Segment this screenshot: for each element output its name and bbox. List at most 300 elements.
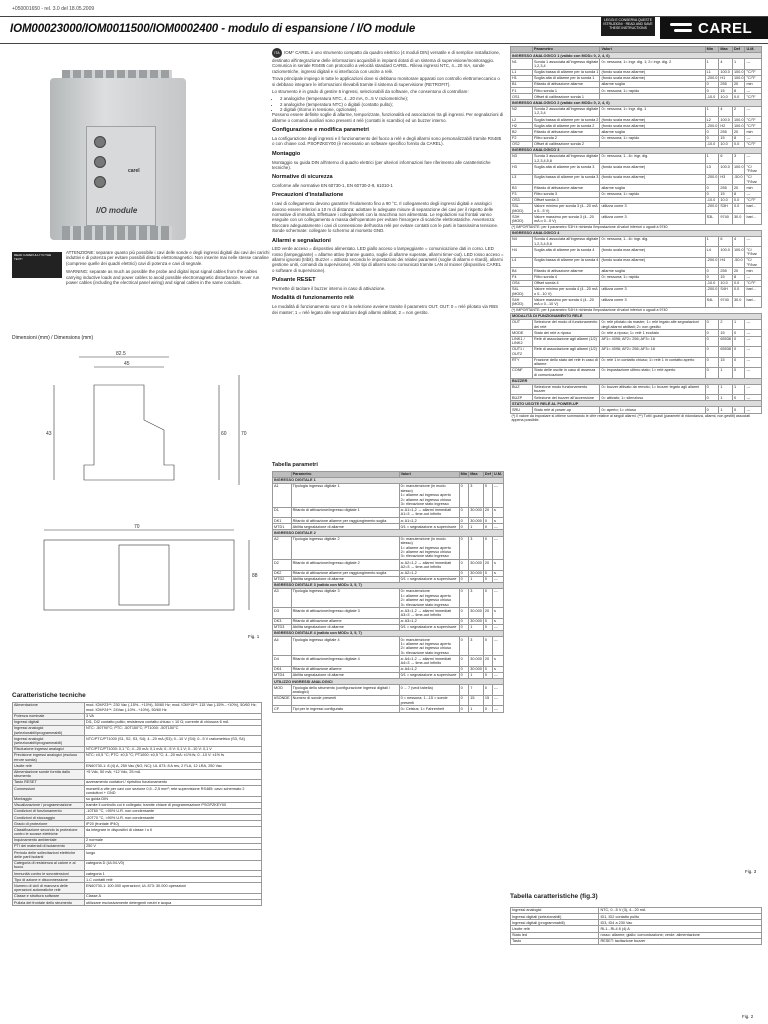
param-desc: Filtro sonda 2 xyxy=(533,135,600,141)
param-values: 0= buzzer attivato da remoto; 1= buzzer legato agli allarmi xyxy=(600,384,705,395)
param-desc: Ritardo di attivazione/ingresso digitale 3 xyxy=(291,608,399,619)
table-row xyxy=(273,637,504,656)
param-um: s xyxy=(492,507,503,518)
tech-value: NTC/PTC/PT1000 (S1, S2, S3, S4); 4...20 mA (S3); 0...10 V (S4); 0...5 V raziometrico (S3, S4) xyxy=(85,736,262,747)
tech-label: Precisione ingressi analogici (escluso errore sonda) xyxy=(13,752,85,763)
param-min: 0 xyxy=(459,624,469,630)
param-def: 20 xyxy=(732,129,745,135)
param-min: 0 xyxy=(705,330,719,336)
section-heading: Modalità di funzionamento relè xyxy=(272,295,355,302)
param-um: --- xyxy=(745,135,762,141)
param-code: S4H (MOD) xyxy=(511,297,533,308)
param-def: 0 xyxy=(483,524,492,530)
param-def: 20 xyxy=(732,185,745,191)
tech-row xyxy=(13,900,262,906)
param-def: 0 xyxy=(483,589,492,608)
param-def: 2 xyxy=(732,106,745,117)
tech-label: Classe e struttura software xyxy=(13,893,85,899)
param-um: --- xyxy=(745,384,762,395)
param-min: 0 xyxy=(459,695,469,706)
param-values: 0/1 = segnalazione a supervisore xyxy=(399,673,459,679)
warning-badge xyxy=(12,252,62,278)
section-text: Permette di tacitare il buzzer interno in caso di attivazione. xyxy=(272,286,386,291)
table-row xyxy=(511,274,762,280)
param-um: --- xyxy=(492,624,503,630)
param-um: s xyxy=(492,666,503,672)
param-def: 20 xyxy=(732,268,745,274)
param-min: 0 xyxy=(705,82,719,88)
table-row xyxy=(511,153,762,164)
description-column xyxy=(272,48,504,317)
tech-label: Connessioni xyxy=(13,786,85,797)
warning-en: WARNING: separate as much as possible the probe and digital input signal cables from the cables carrying inductive loads and power cables to avoid possible electromagnetic disturbance. Never run power cables (including the electrical panel wiring) and signal cables in the same conduits. xyxy=(66,269,260,285)
tech-label: PTI dei materiali di isolamento xyxy=(13,844,85,850)
param-desc: Ritardo di attivazione/ingresso digitale 4 xyxy=(291,656,399,667)
param-max: 15 xyxy=(719,330,733,336)
param-desc: Offset sonda 3 xyxy=(533,197,600,203)
table-note: (*) Il valore da impostare si ottiene sommando le cifre relative ai singoli allarmi. (**) Tutti i guasti (parametri di ridondanza, allarmi, non gestiti) associati appena possibile. xyxy=(511,414,750,423)
param-def: 1 xyxy=(732,59,745,70)
param-um: --- xyxy=(745,236,762,247)
param-desc: Valore massimo per sonda 4 (4...20 mA o 0...10 V) xyxy=(533,297,600,308)
tech-label: Categoria di resistenza al calore e al fuoco xyxy=(13,860,85,871)
param-max: 30.000 xyxy=(469,608,484,619)
table-header-cell: Def xyxy=(732,47,745,53)
param-min: 0 xyxy=(705,407,719,413)
table-section-heading: INGRESSO DIGITALE 3 (valido con MOD= 3, 5, 7) xyxy=(273,582,504,588)
table-header-cell: Valori xyxy=(399,471,459,477)
section-text: La configurazione degli ingressi e il funzionamento del fuoco a relè e degli allarmi sono personalizzabili tramite RS485 o con chiave cod. PSOPZKEY00 (è necessario un software specifico fornito da CAREL). xyxy=(272,135,502,147)
chartab-title: Tabella caratteristiche (fig.3) xyxy=(510,893,598,900)
param-code: H3 xyxy=(511,164,533,175)
param-um: s xyxy=(492,560,503,571)
param-desc: Tipologia ingresso digitale 4 xyxy=(291,637,399,656)
tech-value: NTC: ±0,5 °C; PTC: ±0,5 °C; PT1000: ±0,5 °C; 4...20 mA: ±1% fs; 0...10 V: ±1% fs xyxy=(85,752,262,763)
param-def: 100.0 xyxy=(733,70,744,75)
param-um: °C/°F/bar xyxy=(745,174,762,185)
param-max: 100.0 xyxy=(719,164,733,175)
side-view-outline xyxy=(84,385,174,480)
param-def: 0 xyxy=(483,637,492,656)
table-row xyxy=(273,706,504,712)
tech-label: Immunità contro le sovratensioni xyxy=(13,871,85,877)
param-values: 0= manutenzione 1= allarme ad ingresso aperto 2= allarme ad ingresso chiuso 3= rilevazione stato ingresso xyxy=(399,589,459,608)
param-code: L1 xyxy=(511,69,533,75)
table-note: (*) IMPORTANTE: per il parametro S4H è richiesta l'impostazione di valori inferiori o uguali a 9740 xyxy=(511,308,668,313)
table-row xyxy=(511,319,762,330)
param-max: 6 xyxy=(719,236,733,247)
param-min: L1 xyxy=(705,69,719,75)
param-max: 7 xyxy=(469,685,484,696)
param-values: a: A2=1,2 xyxy=(399,570,459,576)
param-code: OS1 xyxy=(511,94,533,100)
param-code: H4 xyxy=(511,247,533,258)
table-header-cell: Max xyxy=(719,47,733,53)
param-um: °C/°F/bar xyxy=(745,257,762,268)
param-min: -10.0 xyxy=(705,94,719,100)
param-def: 1 xyxy=(732,319,745,330)
param-max: H1 xyxy=(719,75,733,81)
param-def: 30.0 xyxy=(732,214,745,225)
warning-it: ATTENZIONE: separare quanto più possibile i cavi delle sonde e degli ingressi digitali dai cavi dei carichi induttivi e di potenza per evitare possibili disturbi elettromagnetici. Non inserire mai nelle stesse canaline (comprese quelle dei quadri elettrici) cavi di potenza e cavi di segnale. xyxy=(66,250,270,266)
param-values: a: A3=1,2 → allarmi immediati A3=3 → time-out infinito xyxy=(399,608,459,619)
param-desc: Valore minimo per sonda 3 (4...20 mA o 0...5 V) xyxy=(533,203,600,214)
param-um: --- xyxy=(745,395,762,401)
tech-value: Classe A xyxy=(85,893,262,899)
param-values: utilizza come 3 xyxy=(600,286,705,297)
param-min: 1 xyxy=(705,106,719,117)
param-min: L4 xyxy=(705,247,719,258)
tech-label: Tasto RESET xyxy=(13,780,85,786)
dim-43: 43 xyxy=(46,431,52,437)
terminal-block-bottom xyxy=(62,226,172,240)
param-table-2 xyxy=(510,46,762,423)
tech-label: Inquinamento ambientale xyxy=(13,837,85,843)
param-values: AF1= 4096; AF2= 256; AF3= 16 xyxy=(600,347,705,358)
param-def: 20 xyxy=(483,608,492,619)
tech-label: Pulizia del frontale dello strumento xyxy=(13,900,85,906)
param-desc: Sonda 4 associata all'ingresso digitale 1,2,3,4,5,6 xyxy=(534,237,599,246)
param-desc: Soglia alta di allarme per la sonda 4 xyxy=(533,247,600,258)
param-max: 100.0 xyxy=(719,247,733,258)
param-code: F2 xyxy=(511,135,533,141)
param-min: 0 xyxy=(459,524,469,530)
section-text: Conforme alle normative EN 60730-1, EN 60730-2-9, 61010-1 xyxy=(272,183,393,189)
chartab-value: rosso: allarme; giallo: comunicazione; verde: alimentazione xyxy=(599,932,762,938)
param-desc: Soglia bassa di allarme per la sonda 1 xyxy=(534,70,599,75)
param-def: 0.0 xyxy=(732,94,745,100)
param-def: 0 xyxy=(732,407,745,413)
param-values: 0= relè a riposo; 1= relè 1 eccitato xyxy=(600,330,705,336)
param-um: --- xyxy=(745,106,762,117)
param-desc: Filtro sonda 1 xyxy=(533,88,600,94)
param-values: (fondo scala max allarme) xyxy=(600,75,705,81)
section-heading: Normative di sicurezza xyxy=(272,174,333,181)
param-code: B1 xyxy=(511,82,533,88)
param-um: °C/°F xyxy=(745,117,762,123)
param-values: allarme soglia xyxy=(600,129,705,135)
param-values: 0 = nessuna; 1...15 = sonde presenti xyxy=(399,695,459,706)
table-section-heading: INGRESSO ANALOGICO 4 xyxy=(511,230,762,236)
table-header-cell: Parametro xyxy=(533,47,600,53)
table-row xyxy=(273,560,504,571)
param-values: 0= aperto; 1= chiuso xyxy=(600,407,705,413)
param-values: 0/1 = segnalazione a supervisore xyxy=(399,524,459,530)
table-section-heading: INGRESSO ANALOGICO 1 (valido con MOD= 0, 2, 4, 6) xyxy=(511,53,762,59)
sections xyxy=(272,127,504,315)
tech-label: Alimentazione xyxy=(13,703,85,714)
param-max: 9740 xyxy=(719,297,733,308)
param-um: --- xyxy=(745,191,762,197)
param-min: 0 xyxy=(459,576,469,582)
param-um: --- xyxy=(745,59,762,70)
param-um: --- xyxy=(745,153,762,164)
param-min: 0 xyxy=(705,191,719,197)
tech-label: Condizioni di stoccaggio xyxy=(13,815,85,821)
param-code: DK4 xyxy=(273,666,292,672)
param-code: L2 xyxy=(511,117,533,123)
param-max: 10.0 xyxy=(719,197,733,203)
param-code: OS4 xyxy=(511,280,533,286)
param-desc: Soglia alta di allarme per la sonda 3 xyxy=(533,164,600,175)
param-desc: Stato relè al power-up xyxy=(533,407,600,413)
param-desc: Tipologia ingresso digitale 2 xyxy=(291,536,399,560)
param-desc: Selezione del modo di funzionamento dei relè xyxy=(533,319,600,330)
tech-label: Tipo di azione e disconnessione xyxy=(13,877,85,883)
param-values: (fondo scala max allarme) xyxy=(600,123,705,129)
param-code: MODE xyxy=(511,330,533,336)
section-text: Montaggio su guida DIN all'interno di quadro elettrici (per ulteriori informazioni fare riferimento alle caratteristiche tecniche). xyxy=(272,159,491,170)
intro-p4: Possono essere definite soglie di allarme, temporizzate, funzionalità ed associazioni tra gli ingressi. Per segnalazioni di allarme o comandi ausiliari sono presenti 4 relè (contatti in scambio) ed un buzzer interno. xyxy=(272,112,504,123)
table-row xyxy=(511,123,762,129)
param-values: a: A1=1,2 → allarmi immediati A1=3 → time-out infinito xyxy=(399,507,459,518)
param-max: 3 xyxy=(469,484,484,508)
param-desc: Ritardo di attivazione allarme xyxy=(291,666,399,672)
table-header-cell: Valori xyxy=(600,47,705,53)
param-code: #SONDE xyxy=(273,695,292,706)
section-text: I cavi di collegamento devono garantire l'isolamento fino a 90 °C. Il collegamento degli ingressi digitali e analogici devono essere inferiori a 10 m di distanza: adottare le adeguate misure di separazione dei cavi per il rispetto delle normative di immunità. Effettuare i collegamenti con la macchina non alimentata. Le regolazioni sui frontali vanno eseguite con un collegamento a massa dell'operatore per evitare l'insorgere di scariche elettrostatiche. Avvertenza: Bloccare adeguatamente i cavi di connessione dell'uscita relè per evitare contatti con le parti in bassissima tensione. Sonde schermate: collegare lo schermo al morsetto GND. xyxy=(272,201,499,234)
params-title: Tabella parametri xyxy=(272,462,318,468)
param-min: 1 xyxy=(705,236,719,247)
param-values: 0= nessuna; 1= rapido xyxy=(600,274,705,280)
param-max: 30.000 xyxy=(469,656,484,667)
tech-value: da integrare in dispositivi di classe I o II xyxy=(85,827,262,838)
table-row xyxy=(273,685,504,696)
param-code: MTD3 xyxy=(273,624,292,630)
param-def: 0 xyxy=(483,706,492,712)
param-um: s xyxy=(492,570,503,576)
param-table-1 xyxy=(272,471,504,713)
param-def: 20 xyxy=(483,560,492,571)
param-def: 0 xyxy=(732,395,745,401)
param-um: bar/... xyxy=(745,214,762,225)
param-max: 1 xyxy=(469,673,484,679)
param-min: 0 xyxy=(459,673,469,679)
device-key-slot xyxy=(94,156,106,168)
param-min: 0 xyxy=(459,666,469,672)
param-min: -200.0 xyxy=(705,286,719,297)
param-values: utilizza come 3 xyxy=(600,214,705,225)
param-desc: Filtro sonda 3 xyxy=(533,191,600,197)
table-row xyxy=(511,174,762,185)
param-def: 0 xyxy=(483,673,492,679)
param-values: 0= manutenzione (in modo stesso) 1= allarme ad ingresso aperto 2= allarme ad ingresso chiuso 3= rilevazione stato ingresso xyxy=(399,484,459,508)
tech-value: IP20 (frontale IP40) xyxy=(85,821,262,827)
param-um: s xyxy=(492,618,503,624)
table-row xyxy=(511,257,762,268)
param-code: D1 xyxy=(273,507,292,518)
param-values: 0= attivato; 1= silenzioso xyxy=(600,395,705,401)
param-desc: Soglia bassa di allarme per la sonda 2 xyxy=(534,117,599,122)
param-max: 15 xyxy=(719,191,733,197)
param-desc: Tipologia ingresso digitale 1 xyxy=(291,484,399,508)
param-um: bar/... xyxy=(745,286,762,297)
param-desc: Ritardo di attivazione allarme xyxy=(533,82,600,88)
param-desc: Ritardo di attivazione allarme per raggiungimento soglia xyxy=(291,518,399,524)
param-um: --- xyxy=(492,484,503,508)
param-values: 0/1 = segnalazione a supervisore xyxy=(399,576,459,582)
param-def: 0 xyxy=(732,336,745,347)
device-led xyxy=(94,136,106,148)
tech-value: 250 V xyxy=(85,844,262,850)
param-um: --- xyxy=(492,589,503,608)
table-header-cell: Min xyxy=(705,47,719,53)
table-row xyxy=(511,236,762,247)
param-max: 255 xyxy=(719,268,733,274)
param-um: --- xyxy=(745,407,762,413)
tech-value: azzeramento contatori / ripristino funzionamento xyxy=(85,780,262,786)
param-def: 8 xyxy=(732,135,745,141)
param-values: 0= relè 1 in contatto chiuso; 1= relè 1 in contatto aperto xyxy=(600,357,705,368)
param-max: 3 xyxy=(469,536,484,560)
tech-label: Risoluzione ingressi analogici xyxy=(13,746,85,752)
table-row xyxy=(273,507,504,518)
param-def: 100.0 xyxy=(732,247,745,258)
param-min: 0 xyxy=(459,618,469,624)
param-code: B2 xyxy=(511,129,533,135)
device-brand: carel xyxy=(128,168,140,174)
table-row xyxy=(511,88,762,94)
param-min: 0 xyxy=(705,88,719,94)
table-header-cell: U.M. xyxy=(493,472,502,477)
param-desc: Frazione dello stato dei relè in caso di allarme xyxy=(533,357,600,368)
param-def: 1 xyxy=(732,384,745,395)
param-um: °C/°F xyxy=(745,280,762,286)
param-code: BUZ xyxy=(511,384,533,395)
table-row xyxy=(273,536,504,560)
param-def: 0.0 xyxy=(732,203,745,214)
param-values: 0= nessuna; 1= rapido xyxy=(600,191,705,197)
param-max: 30.000 xyxy=(470,619,482,624)
param-min: -200.0 xyxy=(705,257,719,268)
param-um: bar/... xyxy=(745,297,762,308)
tech-row xyxy=(13,802,262,808)
tech-row xyxy=(13,725,262,736)
param-desc: Offset di calibrazione sonda 1 xyxy=(533,94,600,100)
param-values: 0= nessuna; 1...6= ingr. dig. xyxy=(600,236,705,247)
param-max: 3 xyxy=(469,637,484,656)
param-def: 100.0 xyxy=(732,164,745,175)
param-max: 255 xyxy=(719,129,733,135)
param-um: s xyxy=(492,656,503,667)
param-desc: Soglia bassa di allarme per la sonda 4 xyxy=(533,257,600,268)
param-code: F4 xyxy=(511,274,533,280)
param-max: 1 xyxy=(469,624,484,630)
table-row xyxy=(511,247,762,258)
param-code: A2 xyxy=(273,536,292,560)
slogan-box: LEGGI E CONSERVA QUESTE ISTRUZIONI · READ AND SAVE THESE INSTRUCTIONS xyxy=(601,17,655,36)
chartab-label: Stato led xyxy=(511,932,599,938)
param-max: 10.0 xyxy=(719,94,733,100)
table-section-heading: INGRESSO DIGITALE 4 (valido con MOD= 3, 5, 7) xyxy=(273,631,504,637)
param-min: -10.0 xyxy=(705,141,719,147)
dimensions-title: Dimensioni (mm) / Dimensions (mm) xyxy=(12,335,94,341)
tech-value: tramite il controllo cui è collegato; tramite chiave di programmazione PSOPZKEY00 xyxy=(85,802,262,808)
tech-label: Ingressi digitali xyxy=(13,719,85,725)
param-def: 0 xyxy=(732,368,745,379)
param-def: 0.0 xyxy=(732,141,745,147)
lang-badge: ITA xyxy=(272,48,282,58)
param-max: 1 xyxy=(719,368,733,379)
param-def: 0 xyxy=(483,570,492,576)
param-values: 0= nessuna; 1= rapido xyxy=(600,88,705,94)
tech-row xyxy=(13,752,262,763)
param-code: B3 xyxy=(511,185,533,191)
param-code: OUT xyxy=(511,319,533,330)
param-min: 0 xyxy=(705,347,719,358)
section-heading: Precauzioni d'installazione xyxy=(272,192,344,199)
param-desc: Stato dei relè a riposo xyxy=(533,330,600,336)
table-row xyxy=(511,357,762,368)
tech-label: Uscite relè xyxy=(13,763,85,769)
table-section-heading: UTILIZZO INGRESSI ANALOGICI xyxy=(273,679,504,685)
param-min: -200.0 xyxy=(705,203,719,214)
param-min: S3L xyxy=(705,214,719,225)
param-code: N2 xyxy=(511,106,533,117)
param-def: 0 xyxy=(483,666,492,672)
param-min: 0 xyxy=(459,685,469,696)
param-code: DK2 xyxy=(273,570,292,576)
table-row xyxy=(273,656,504,667)
param-def: 8 xyxy=(732,191,745,197)
param-max: H4 xyxy=(719,257,733,268)
param-um: °C/°F/bar xyxy=(745,247,762,258)
intro-list xyxy=(280,96,504,112)
param-values: (fondo scala max allarme) xyxy=(600,257,705,268)
table-row xyxy=(511,214,762,225)
params-table-left xyxy=(272,462,504,713)
param-values: 0= impostazione ultimo stato; 1= relè aperto xyxy=(600,368,705,379)
table-row xyxy=(511,59,762,70)
param-um: --- xyxy=(492,536,503,560)
tech-value: EN60730-1: 100.000 operazioni; UL 873: 30.000 operazioni xyxy=(85,883,262,894)
table-row xyxy=(511,106,762,117)
param-values: (fondo scala max allarme) xyxy=(600,164,705,175)
param-code: N1 xyxy=(511,59,533,70)
tech-row xyxy=(13,850,262,861)
tech-value: EN60730-1: 8 (4) A, 250 Vac (NO, NC); UL 873: 8 A res, 2 FLA, 12 LRA, 250 Vac xyxy=(85,763,262,769)
chartab-wrap xyxy=(510,907,762,945)
param-um: --- xyxy=(745,368,762,379)
param-max: 2 xyxy=(719,319,733,330)
param-um: --- xyxy=(745,347,762,358)
param-code: D3 xyxy=(273,608,292,619)
param-desc: Numero di sonde presenti xyxy=(291,695,399,706)
table-row xyxy=(511,286,762,297)
param-def: 100.0 xyxy=(733,123,744,128)
param-values: allarme soglia xyxy=(600,185,705,191)
param-um: min xyxy=(745,129,762,135)
chartab-table xyxy=(510,907,762,945)
param-um: --- xyxy=(492,524,503,530)
chartab-label: Uscite relè xyxy=(511,926,599,932)
section-text: LED verde acceso = dispositivo alimentato. LED giallo acceso o lampeggiante = comunicazione dati in corso. LED rosso (lampeggiante) = allarme attivo (tranne guasto, soglie di allarme superate, allarmi timer-out). LED rosso acceso = allarmi ignorati (tribit). Buzzer = attivato secondo le impostazioni dei relativi parametri (soglie di allarmi e ritardi), allarmi gestione uniti, comandi da supervisione). Altri tipi di allarmi sono comunicati tramite LAN al mioser (dispositivo CAREL o software di supervisione). xyxy=(272,246,504,273)
front-view-outline xyxy=(44,540,234,610)
tech-row xyxy=(13,860,262,871)
tech-row xyxy=(13,703,262,714)
param-code: MOD xyxy=(273,685,292,696)
param-values: 0= nessuna; 1= ingr. dig. 1 xyxy=(600,106,705,117)
param-um: °C/°F xyxy=(745,197,762,203)
param-min: -10.0 xyxy=(705,197,719,203)
param-min: 0 xyxy=(459,536,469,560)
dim-82: 82.5 xyxy=(116,351,126,357)
param-max: 255 xyxy=(719,82,733,88)
param-desc: Soglia alta di allarme per la sonda 1 xyxy=(533,75,600,81)
param-values: 0 ... 7 (vedi tabella) xyxy=(399,685,459,696)
param-code: L3 xyxy=(511,174,533,185)
table-row xyxy=(273,695,504,706)
